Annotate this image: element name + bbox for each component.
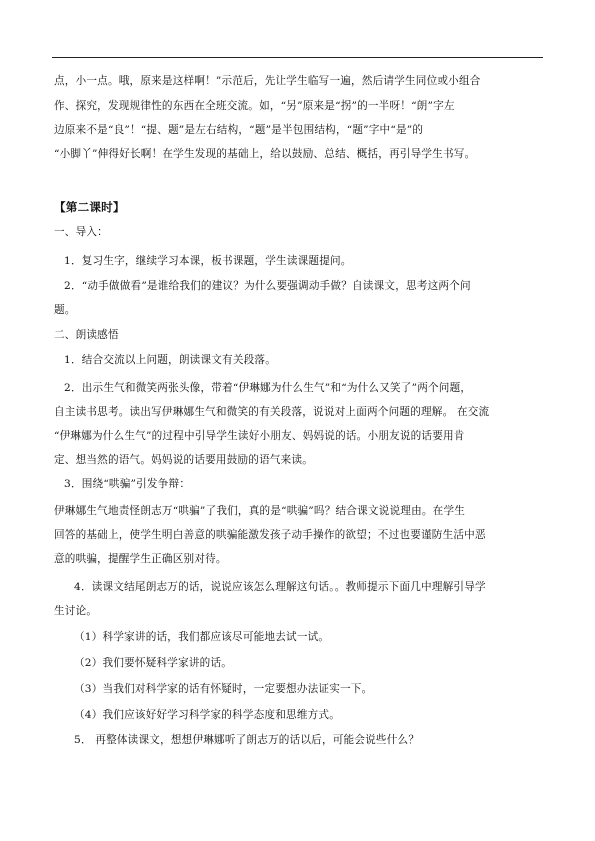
paragraph-line: 伊琳娜生气地责怪朗志万“哄骗”了我们，真的是“哄骗”吗？结合课文说说理由。在学生 bbox=[54, 505, 466, 517]
subsection-heading: 二、朗读感悟 bbox=[54, 329, 119, 341]
paragraph-line: 意的哄骗，提醒学生正确区别对待。 bbox=[54, 553, 227, 565]
list-item: （3）当我们对科学家的话有怀疑时，一定要想办法证实一下。 bbox=[74, 683, 373, 695]
list-item: （4）我们应该好好学习科学家的科学态度和思维方式。 bbox=[74, 709, 340, 721]
subsection-heading: 一、导入： bbox=[54, 226, 108, 238]
paragraph-line: 生讨论。 bbox=[54, 605, 98, 617]
paragraph-line: 作、探究，发现规律性的东西在全班交流。如，“另”原来是“拐”的一半呀！“朗”字左 bbox=[54, 100, 455, 112]
section-heading: 【第二课时】 bbox=[54, 200, 125, 214]
paragraph-line: “小脚丫”伸得好长啊！在学生发现的基础上，给以鼓励、总结、概括，再引导学生书写。 bbox=[54, 148, 476, 160]
paragraph-line: 自主读书思考。读出写伊琳娜生气和微笑的有关段落，说说对上面两个问题的理解。 在交流 bbox=[54, 406, 490, 418]
list-item: 2．“动手做做看”是谁给我们的建议？为什么要强调动手做？自读课文，思考这两个问 bbox=[64, 280, 471, 292]
paragraph-line: 边原来不是“良”！“提、题”是左右结构，“题”是半包围结构，“题”字中“是”的 bbox=[54, 124, 424, 136]
list-item: 1．复习生字，继续学习本课，板书课题，学生读课题提问。 bbox=[64, 255, 352, 267]
list-item: （2）我们要怀疑科学家讲的话。 bbox=[74, 657, 233, 669]
paragraph-line: “伊琳娜为什么生气”的过程中引导学生读好小朋友、妈妈说的话。小朋友说的话要用肯 bbox=[54, 430, 465, 442]
list-item: （1）科学家讲的话，我们都应该尽可能地去试一试。 bbox=[74, 631, 330, 643]
paragraph-line: 题。 bbox=[54, 304, 76, 316]
list-item: 2．出示生气和微笑两张头像，带着“伊琳娜为什么生气”和“为什么又笑了”两个问题， bbox=[64, 382, 472, 394]
paragraph-line: 定、想当然的语气。妈妈说的话要用鼓励的语气来读。 bbox=[54, 454, 314, 466]
list-item: 1．结合交流以上问题，朗读课文有关段落。 bbox=[64, 354, 277, 366]
paragraph-line: 回答的基础上，使学生明白善意的哄骗能激发孩子动手操作的欲望；不过也要谨防生活中恶 bbox=[54, 529, 486, 541]
list-item: 3．围绕“哄骗”引发争辩： bbox=[64, 478, 191, 490]
list-item: 4．读课文结尾朗志万的话，说说应该怎么理解这句话。。教师提示下面几中理解引导学 bbox=[74, 581, 486, 593]
header-rule bbox=[52, 57, 543, 58]
paragraph-line: 点，小一点。哦，原来是这样啊！”示范后，先让学生临写一遍，然后请学生同位或小组合 bbox=[54, 75, 481, 87]
list-item: 5． 再整体读课文，想想伊琳娜听了朗志万的话以后，可能会说些什么？ bbox=[74, 734, 420, 746]
